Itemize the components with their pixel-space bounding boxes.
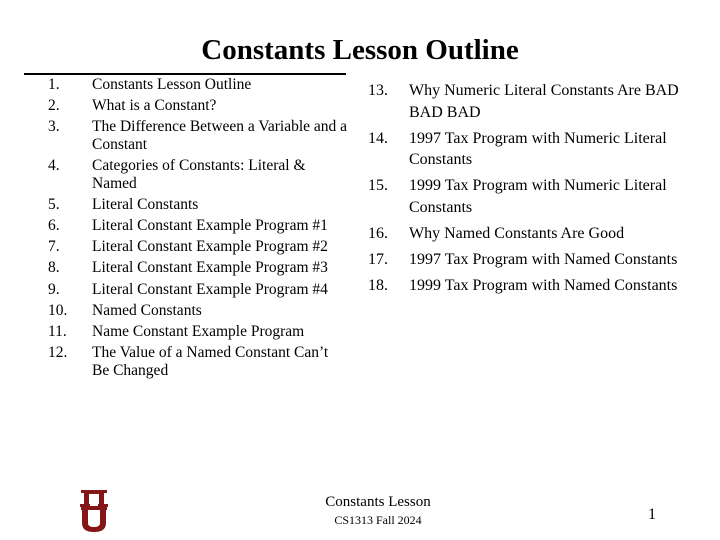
- outline-item-number: 15.: [368, 177, 388, 194]
- outline-item: [368, 175, 688, 218]
- outline-item: [368, 275, 688, 297]
- outline-item-text: Literal Constant Example Program #2: [92, 238, 328, 256]
- outline-item-text: The Value of a Named Constant Can’t Be Changed: [92, 344, 329, 379]
- outline-item-text: Literal Constants: [92, 195, 199, 213]
- outline-item-text: 1999 Tax Program with Numeric Literal Constants: [409, 177, 667, 216]
- outline-item-number: 12.: [48, 344, 68, 362]
- outline-item-number: 10.: [48, 301, 68, 319]
- outline-item-text: Why Numeric Literal Constants Are BAD BAD BAD: [409, 82, 679, 121]
- footer-course-title: Constants Lesson: [325, 494, 431, 510]
- outline-item-number: 14.: [368, 129, 388, 147]
- outline-item: [48, 157, 348, 192]
- outline-item: [48, 281, 348, 299]
- outline-item-text: 1997 Tax Program with Numeric Literal Constants: [409, 129, 667, 168]
- outline-item: [368, 80, 688, 123]
- outline-item-text: What is a Constant?: [92, 97, 217, 115]
- outline-item: [48, 118, 348, 153]
- outline-item: [368, 223, 688, 245]
- outline-item-text: Literal Constant Example Program #3: [92, 259, 328, 277]
- outline-item: [48, 76, 348, 94]
- outline-item-number: 13.: [368, 82, 388, 99]
- outline-item-number: 7.: [48, 238, 60, 256]
- outline-item-text: Named Constants: [92, 301, 202, 319]
- outline-item: [48, 97, 348, 115]
- outline-item: [48, 259, 348, 277]
- outline-item-text: Constants Lesson Outline: [92, 76, 252, 93]
- outline-item-number: 6.: [48, 216, 60, 234]
- outline-left-column: [48, 76, 348, 383]
- outline-item-text: Name Constant Example Program: [92, 322, 305, 340]
- outline-item-number: 16.: [368, 224, 388, 242]
- outline-item-text: Categories of Constants: Literal & Named: [92, 157, 306, 192]
- outline-item-number: 3.: [48, 118, 60, 136]
- footer-course-info: CS1313 Fall 2024: [334, 513, 422, 527]
- outline-item-number: 5.: [48, 195, 60, 213]
- outline-item-number: 2.: [48, 97, 60, 115]
- title-rule: [24, 73, 346, 75]
- outline-item-text: 1999 Tax Program with Named Constants: [409, 276, 678, 294]
- outline-item-number: 1.: [48, 76, 60, 93]
- outline-item: [48, 302, 348, 320]
- outline-item-number: 17.: [368, 250, 388, 268]
- outline-item-text: Why Named Constants Are Good: [409, 224, 625, 242]
- outline-item: [48, 238, 348, 256]
- outline-item: [48, 344, 348, 379]
- outline-right-column: [368, 80, 688, 301]
- outline-item-number: 8.: [48, 259, 60, 277]
- outline-item-number: 4.: [48, 157, 60, 175]
- outline-item-text: The Difference Between a Variable and a Constant: [92, 118, 348, 153]
- page-number: 1: [648, 506, 656, 523]
- outline-item: [368, 249, 688, 271]
- outline-item-number: 9.: [48, 280, 60, 298]
- outline-item: [48, 217, 348, 235]
- outline-item-text: Literal Constant Example Program #1: [92, 216, 328, 234]
- slide-title: Constants Lesson Outline: [201, 34, 519, 66]
- outline-item-number: 11.: [48, 322, 67, 340]
- outline-item: [48, 196, 348, 214]
- outline-item: [368, 128, 688, 171]
- outline-item-number: 18.: [368, 276, 388, 294]
- outline-item-text: Literal Constant Example Program #4: [92, 280, 328, 298]
- outline-item-text: 1997 Tax Program with Named Constants: [409, 250, 678, 268]
- outline-item: [48, 323, 348, 341]
- footer: [0, 493, 720, 528]
